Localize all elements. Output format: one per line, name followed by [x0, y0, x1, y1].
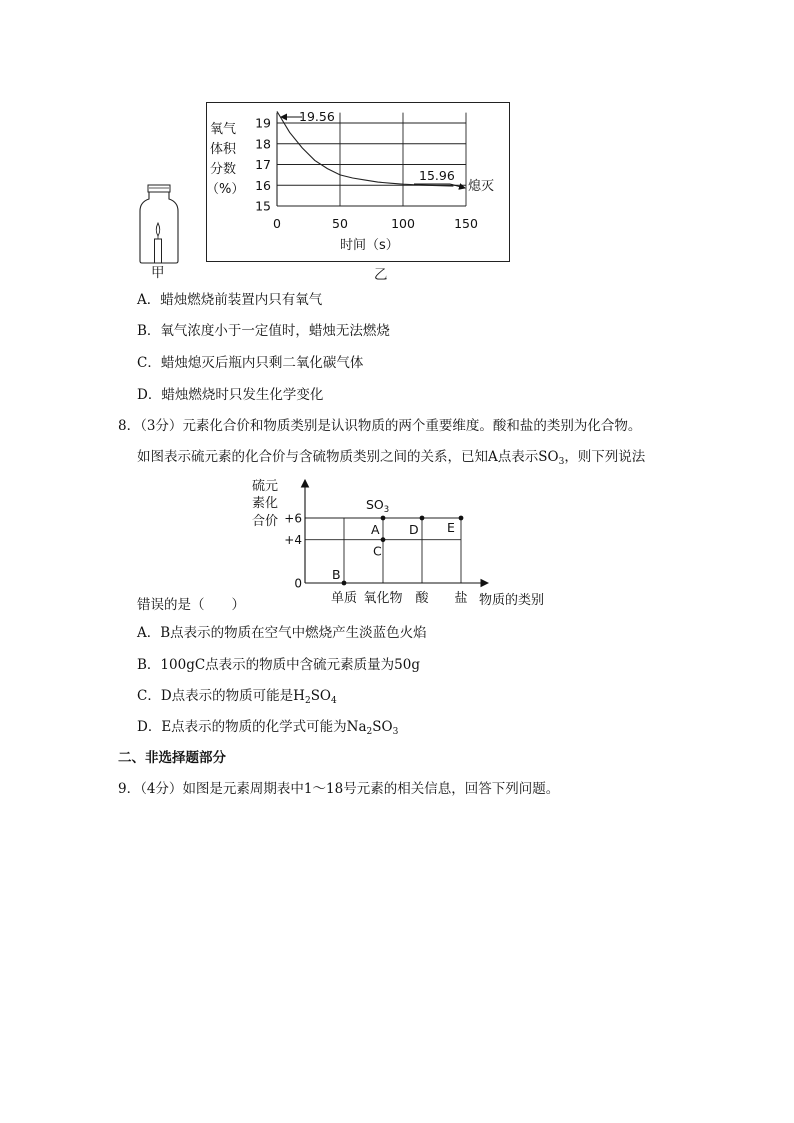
valence-x-tick-label: 单质 [330, 591, 358, 606]
option-letter: C． [137, 688, 161, 704]
formula-sub: 4 [331, 696, 337, 706]
q8-number: 8． [118, 418, 141, 434]
q8-option-d[interactable] [137, 718, 398, 736]
q7-option-c[interactable] [137, 354, 363, 372]
valence-point-label: E [447, 520, 455, 535]
valence-chart-points [332, 516, 463, 586]
formula-sub: 2 [366, 727, 373, 737]
q8-stem-2a: 如图表示硫元素的化合价与含硫物质类别之间的关系，已知A点表示SO [137, 449, 559, 465]
q8-line-1 [118, 417, 641, 435]
valence-chart [248, 472, 558, 612]
option-text: 蜡烛燃烧前装置内只有氧气 [160, 292, 323, 308]
option-letter: B． [137, 657, 161, 673]
option-letter: D． [137, 719, 162, 735]
y-axis-title-4: （%） [206, 182, 245, 197]
start-annotation-label: 19.56 [299, 109, 335, 124]
valence-y-tick-label: 0 [294, 576, 302, 591]
valence-x-title: 物质的类别 [479, 593, 545, 608]
valence-point-d [420, 516, 425, 521]
valence-x-tick-label: 盐 [454, 591, 468, 606]
candle [155, 239, 162, 263]
oxygen-chart-grid [277, 113, 466, 206]
figure-jia-label: 甲 [151, 265, 165, 281]
q8-option-a[interactable] [137, 624, 427, 642]
formula-sub: 3 [392, 727, 399, 737]
option-text: B点表示的物质在空气中燃烧产生淡蓝色火焰 [160, 625, 427, 641]
y-tick-label: 15 [255, 198, 271, 214]
x-axis-title: 时间（s） [340, 238, 399, 253]
section-heading: 二、非选择题部分 [118, 750, 226, 766]
option-letter: D． [137, 387, 162, 403]
q8-line-3: 错误的是（ ） [137, 597, 245, 613]
option-letter: A． [137, 292, 161, 308]
valence-y-tick-label: +6 [284, 511, 302, 526]
y-tick-label: 19 [255, 115, 271, 131]
option-letter: A． [137, 625, 161, 641]
x-tick-label: 150 [454, 216, 478, 231]
q9-text: 如图是元素周期表中1～18号元素的相关信息，回答下列问题。 [182, 781, 560, 797]
y-axis-title-3: 分数 [210, 162, 237, 177]
valence-y-title-1: 硫元 [252, 479, 279, 494]
end-annotation-label: 15.96 [419, 168, 455, 183]
y-axis-title-2: 体积 [210, 142, 237, 157]
q8-stem-2b: ，则下列说法 [564, 449, 646, 465]
valence-point-c [381, 537, 386, 542]
formula-part: SO [310, 688, 332, 704]
valence-y-tick-label: +4 [284, 533, 302, 548]
q7-option-a[interactable] [137, 291, 322, 309]
option-text: 100gC点表示的物质中含硫元素质量为50g [160, 657, 420, 673]
option-text: 蜡烛熄灭后瓶内只剩二氧化碳气体 [160, 355, 364, 371]
valence-y-title-2: 素化 [252, 496, 279, 511]
end-annotation-note: 熄灭 [468, 179, 495, 194]
valence-point-a [381, 516, 386, 521]
figure-yi-label: 乙 [374, 267, 388, 283]
q8-score: （3分） [140, 418, 183, 434]
q9-stem [118, 780, 559, 798]
q8-option-b[interactable] [137, 656, 420, 674]
q7-option-d[interactable] [137, 386, 323, 404]
valence-point-label: C [373, 543, 382, 559]
oxygen-chart [206, 102, 510, 262]
option-text: 氧气浓度小于一定值时，蜡烛无法燃烧 [160, 323, 390, 339]
valence-point-b [342, 581, 347, 586]
valence-point-label: A [371, 522, 380, 537]
y-axis-title-1: 氧气 [210, 122, 237, 137]
q9-number: 9． [118, 781, 141, 797]
valence-point-e [459, 516, 464, 521]
valence-x-tick-label: 氧化物 [363, 591, 403, 606]
valence-point-label: D [409, 522, 419, 537]
y-tick-label: 18 [255, 136, 271, 152]
x-tick-label: 50 [332, 216, 348, 231]
so3-label: $SO_3$ [366, 497, 390, 515]
valence-y-title-3: 合价 [252, 514, 279, 529]
q8-option-c[interactable] [137, 687, 337, 705]
q9-score: （4分） [140, 781, 183, 797]
option-text: D点表示的物质可能是H [160, 688, 305, 704]
option-text: E点表示的物质的化学式可能为Na [161, 719, 367, 735]
x-tick-label: 0 [273, 216, 281, 231]
y-tick-label: 16 [255, 177, 271, 193]
y-tick-label: 17 [255, 157, 271, 172]
option-letter: B． [137, 323, 161, 339]
bottle-lid [148, 185, 170, 192]
option-letter: C． [137, 355, 161, 371]
q8-line-2 [137, 448, 645, 466]
candle-flame [156, 223, 160, 236]
q8-stem-2-sub: 3 [558, 457, 565, 467]
x-tick-label: 100 [391, 216, 415, 231]
valence-point-label: B [332, 567, 341, 582]
q7-option-b[interactable] [137, 322, 390, 340]
formula-part: SO [372, 719, 393, 735]
formula-sub: 2 [304, 696, 311, 706]
valence-x-tick-label: 酸 [415, 591, 429, 606]
option-text: 蜡烛燃烧时只发生化学变化 [161, 387, 324, 403]
q8-stem-1: 元素化合价和物质类别是认识物质的两个重要维度。酸和盐的类别为化合物。 [182, 418, 642, 434]
